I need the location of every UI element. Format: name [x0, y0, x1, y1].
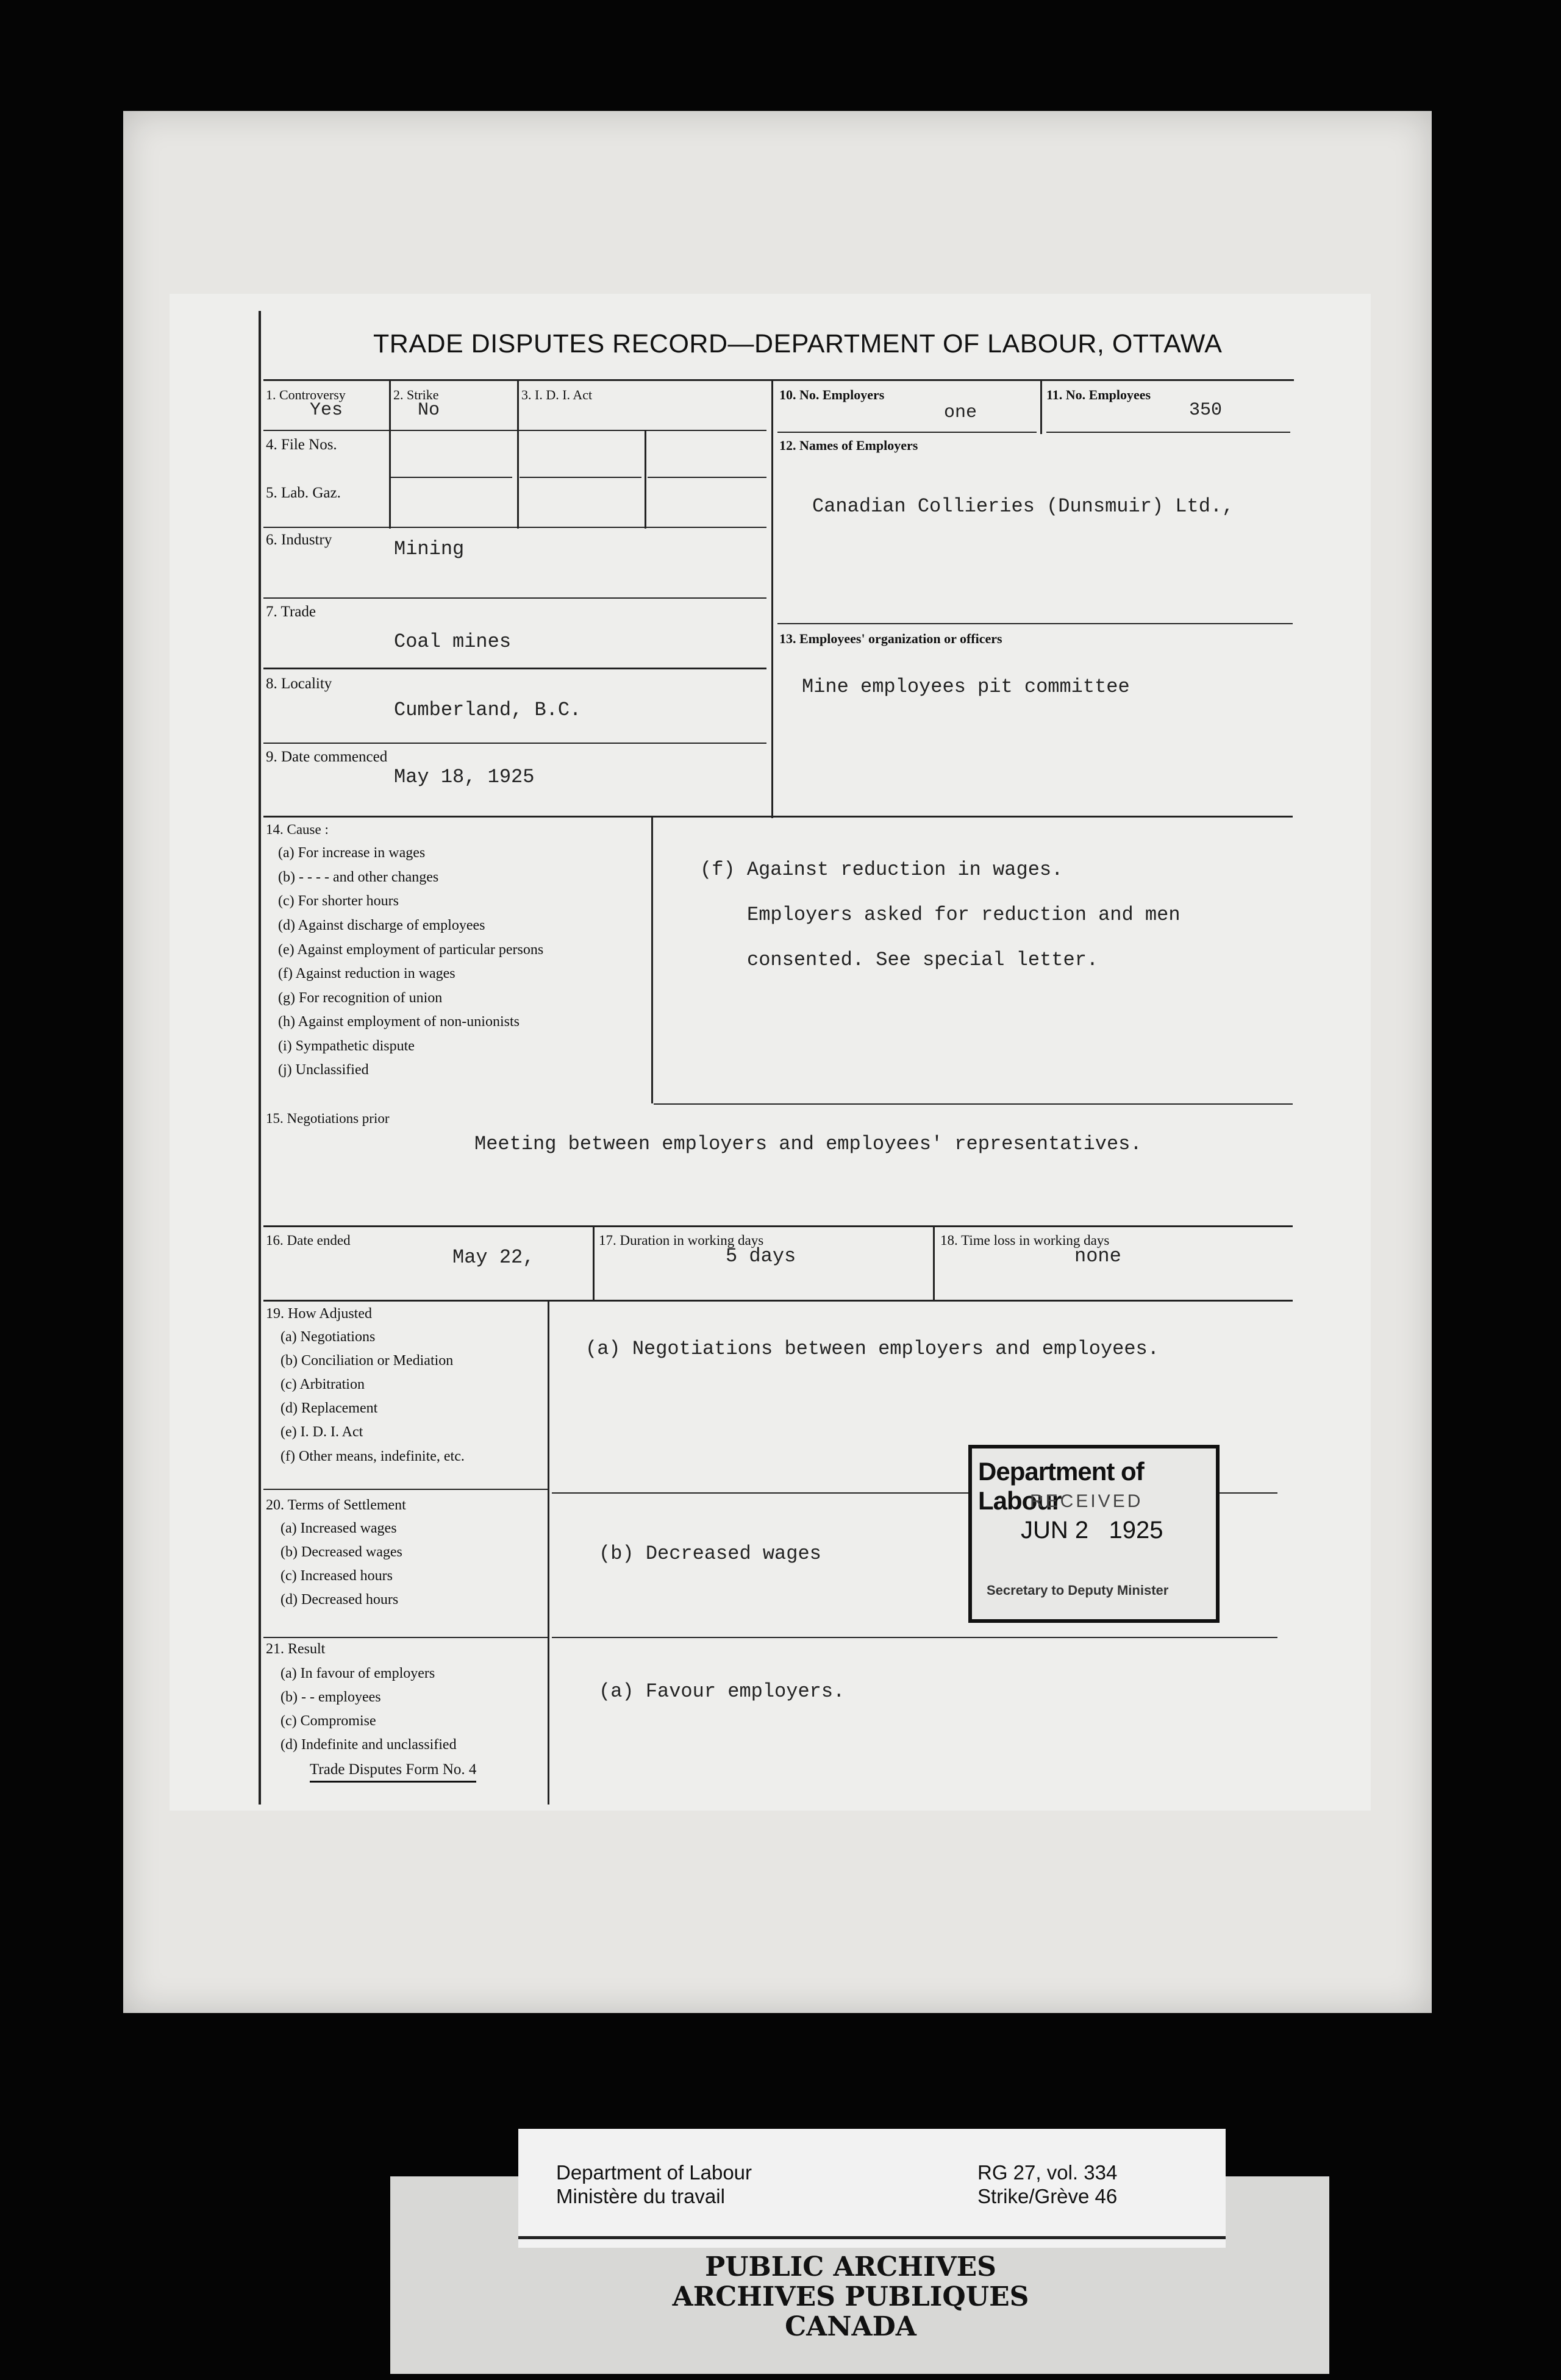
rule — [520, 477, 641, 478]
adjusted-option: (d) Replacement — [280, 1400, 378, 1416]
field-9-value: May 18, 1925 — [394, 766, 535, 788]
rule — [263, 816, 1293, 818]
field-21-value: (a) Favour employers. — [599, 1680, 845, 1703]
archives-line-3: CANADA — [785, 2311, 916, 2342]
rule — [648, 477, 766, 478]
archives-line-2: ARCHIVES PUBLIQUES — [672, 2281, 1029, 2312]
field-1-value: Yes — [310, 400, 343, 421]
form-number: Trade Disputes Form No. 4 — [310, 1761, 476, 1783]
rule — [263, 743, 766, 744]
field-1-label: 1. Controversy — [266, 387, 346, 402]
rule — [389, 379, 391, 529]
cause-option: (h) Against employment of non-unionists — [278, 1014, 520, 1030]
field-21-label: 21. Result — [266, 1641, 326, 1657]
field-19-label: 19. How Adjusted — [266, 1306, 372, 1322]
field-18-label: 18. Time loss in working days — [940, 1233, 1110, 1248]
stamp-received: RECEIVED — [1030, 1491, 1143, 1511]
result-option: (b) - - employees — [280, 1689, 381, 1705]
field-2-value: No — [418, 400, 440, 421]
adjusted-option: (c) Arbitration — [280, 1377, 365, 1392]
result-option: (d) Indefinite and unclassified — [280, 1737, 457, 1753]
field-20-value: (b) Decreased wages — [599, 1542, 821, 1565]
field-2-label: 2. Strike — [393, 387, 439, 402]
label-dept-fr: Ministère du travail — [556, 2185, 725, 2207]
settlement-option: (d) Decreased hours — [280, 1592, 399, 1608]
field-14-value-line: (f) Against reduction in wages. — [700, 858, 1063, 881]
field-5-label: 5. Lab. Gaz. — [266, 485, 341, 501]
cause-option: (i) Sympathetic dispute — [278, 1038, 415, 1054]
cause-option: (g) For recognition of union — [278, 990, 443, 1006]
field-17-label: 17. Duration in working days — [599, 1233, 764, 1248]
field-6-value: Mining — [394, 538, 465, 560]
rule — [777, 432, 1037, 433]
settlement-option: (b) Decreased wages — [280, 1544, 402, 1560]
field-19-value: (a) Negotiations between employers and employees. — [585, 1338, 1159, 1360]
rule — [548, 1302, 549, 1805]
rule — [1040, 379, 1042, 434]
field-7-value: Coal mines — [394, 630, 512, 653]
rule — [552, 1637, 1277, 1638]
label-reference-volume: RG 27, vol. 334 — [977, 2161, 1118, 2184]
field-8-label: 8. Locality — [266, 675, 332, 692]
archives-line-1: PUBLIC ARCHIVES — [705, 2251, 996, 2282]
field-15-value: Meeting between employers and employees' representatives. — [474, 1133, 1142, 1155]
cause-option: (a) For increase in wages — [278, 845, 426, 861]
rule — [263, 527, 766, 528]
field-7-label: 7. Trade — [266, 604, 316, 620]
cause-option: (j) Unclassified — [278, 1062, 369, 1078]
received-stamp — [968, 1445, 1220, 1623]
result-option: (a) In favour of employers — [280, 1666, 435, 1681]
field-14-value-line: consented. See special letter. — [747, 949, 1099, 971]
field-16-value: May 22, — [452, 1246, 535, 1269]
rule — [263, 1300, 1293, 1302]
rule — [645, 430, 646, 529]
cause-option: (f) Against reduction in wages — [278, 966, 455, 982]
rule — [263, 597, 766, 599]
field-10-value: one — [944, 402, 977, 423]
field-16-label: 16. Date ended — [266, 1233, 351, 1248]
settlement-option: (c) Increased hours — [280, 1568, 393, 1584]
field-12-label: 12. Names of Employers — [779, 438, 918, 453]
rule — [933, 1227, 935, 1301]
result-option: (c) Compromise — [280, 1713, 376, 1729]
rule — [517, 379, 519, 529]
label-rule — [518, 2236, 1226, 2239]
rule — [263, 379, 1294, 381]
field-6-label: 6. Industry — [266, 532, 332, 548]
rule — [654, 1103, 1293, 1105]
settlement-option: (a) Increased wages — [280, 1520, 397, 1536]
field-10-label: 10. No. Employers — [779, 387, 885, 402]
field-13-label: 13. Employees' organization or officers — [779, 631, 1002, 646]
cause-option: (d) Against discharge of employees — [278, 917, 485, 933]
adjusted-option: (f) Other means, indefinite, etc. — [280, 1448, 465, 1464]
field-14-value-line: Employers asked for reduction and men — [747, 903, 1181, 926]
field-9-label: 9. Date commenced — [266, 749, 388, 765]
adjusted-option: (a) Negotiations — [280, 1329, 376, 1345]
cause-option: (e) Against employment of particular persons — [278, 942, 544, 958]
adjusted-option: (e) I. D. I. Act — [280, 1424, 363, 1440]
rule — [263, 430, 766, 431]
rule — [263, 1489, 548, 1490]
rule — [771, 379, 773, 818]
form-left-border — [259, 311, 261, 1805]
field-12-value: Canadian Collieries (Dunsmuir) Ltd., — [812, 495, 1234, 518]
field-20-label: 20. Terms of Settlement — [266, 1497, 406, 1513]
rule — [1046, 432, 1290, 433]
field-17-value: 5 days — [726, 1245, 796, 1267]
label-dept-en: Department of Labour — [556, 2161, 752, 2184]
label-reference-strike: Strike/Grève 46 — [977, 2185, 1118, 2207]
field-8-value: Cumberland, B.C. — [394, 699, 582, 721]
rule — [593, 1227, 595, 1301]
rule — [263, 1637, 548, 1638]
adjusted-option: (b) Conciliation or Mediation — [280, 1353, 454, 1369]
cause-option: (b) - - - - and other changes — [278, 869, 439, 885]
cause-option: (c) For shorter hours — [278, 893, 399, 909]
field-3-label: 3. I. D. I. Act — [521, 387, 593, 402]
rule — [777, 623, 1293, 624]
field-18-value: none — [1074, 1245, 1121, 1267]
field-11-label: 11. No. Employees — [1046, 387, 1151, 402]
field-14-label: 14. Cause : — [266, 822, 329, 837]
stamp-department: Department of Labour — [978, 1457, 1144, 1515]
field-15-label: 15. Negotiations prior — [266, 1111, 390, 1126]
field-4-label: 4. File Nos. — [266, 436, 337, 453]
rule — [263, 1225, 1293, 1227]
rule — [651, 817, 653, 1103]
rule — [390, 477, 512, 478]
stamp-secretary: Secretary to Deputy Minister — [987, 1583, 1169, 1598]
field-11-value: 350 — [1189, 400, 1223, 421]
form-title: TRADE DISPUTES RECORD—DEPARTMENT OF LABOUR, OTTAWA — [373, 329, 1223, 358]
field-13-value: Mine employees pit committee — [802, 675, 1130, 698]
rule — [263, 668, 766, 669]
stamp-date: JUN 2 1925 — [1021, 1517, 1163, 1544]
